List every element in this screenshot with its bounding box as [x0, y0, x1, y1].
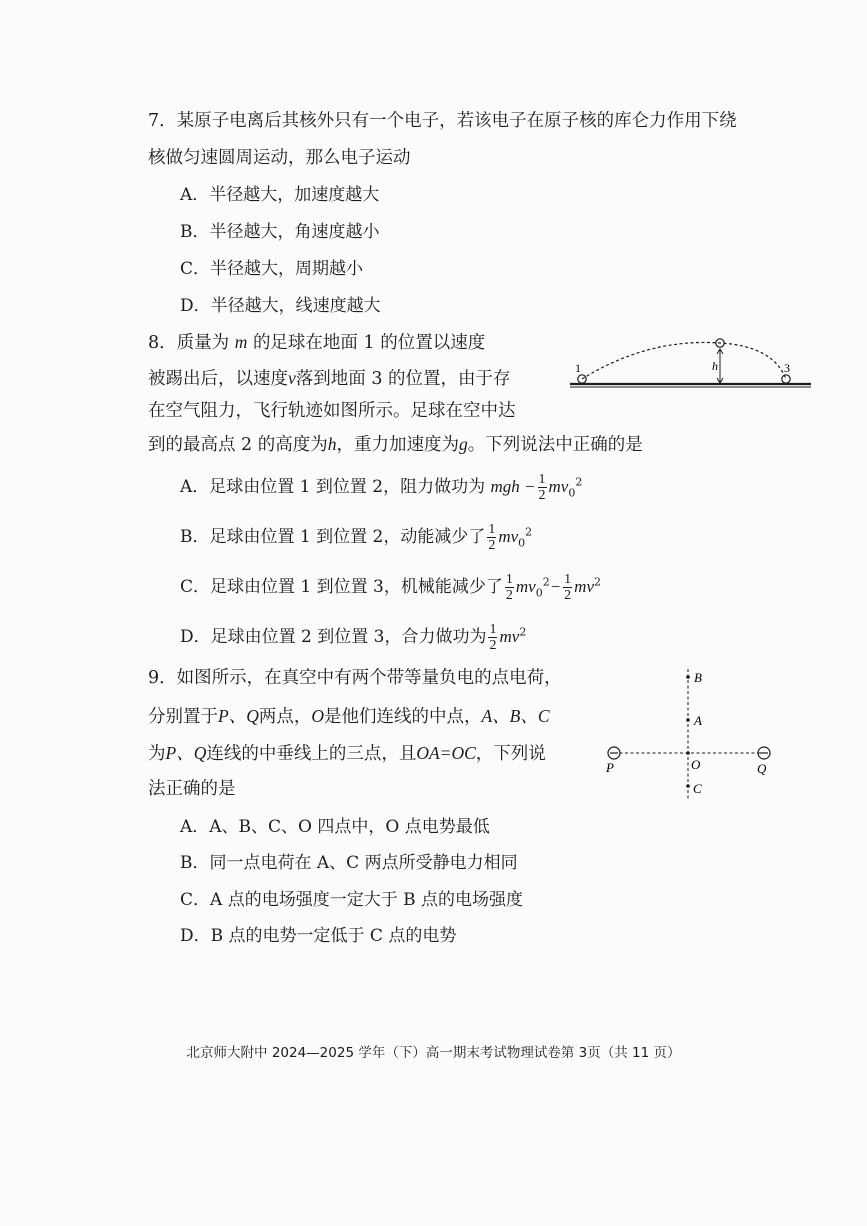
ball-position-3: [782, 375, 790, 383]
q9-stem-line1: 9．如图所示，在真空中有两个带等量负电的点电荷，: [148, 668, 562, 688]
q8-var-h: h: [327, 434, 337, 454]
q9-charges-figure: [598, 665, 788, 805]
fraction-numerator: 1: [488, 522, 496, 537]
trajectory-path: [582, 342, 786, 379]
label-position-3: 3: [784, 361, 790, 375]
q7-option-c: C．半径越大，周期越小: [180, 259, 364, 279]
page-footer: 北京师大附中 2024—2025 学年（下）高一期末考试物理试卷第 3页（共 11 页）: [186, 1045, 681, 1061]
q8-text: 8．质量为: [148, 333, 230, 353]
superscript-2: 2: [542, 575, 550, 589]
fraction-numerator: 1: [564, 572, 572, 587]
superscript-2: 2: [519, 625, 527, 639]
q8-option-a-text: A．足球由位置 1 到位置 2，阻力做功为: [180, 477, 486, 497]
subscript-0: 0: [535, 586, 543, 600]
fraction-numerator: 1: [538, 472, 546, 487]
fraction-numerator: 1: [505, 572, 513, 587]
label-q: Q: [757, 761, 767, 776]
math-mv: mv: [574, 577, 594, 596]
q8-var-m: m: [234, 332, 248, 352]
q8-option-a: [180, 472, 582, 503]
q8-text: 的足球在地面 1 的位置以速度: [252, 333, 486, 353]
q9-stem-line2: [148, 704, 550, 729]
q7-stem-line1: 7．某原子电离后其核外只有一个电子，若该电子在原子核的库仑力作用下绕: [148, 111, 737, 131]
q8-option-d: [180, 622, 526, 653]
q9-var-abc: A、B、C: [481, 706, 550, 726]
q7-option-d: D．半径越大，线速度越大: [180, 296, 381, 316]
q9-var-pq: P、Q: [218, 706, 259, 726]
q9-text: 分别置于: [148, 707, 218, 727]
q8-stem-line3: 在空气阻力，飞行轨迹如图所示。足球在空中达: [148, 401, 516, 421]
q8-option-b: [180, 522, 532, 553]
label-a: A: [694, 713, 702, 728]
fraction-denominator: 2: [538, 488, 546, 503]
fraction-half: [487, 522, 496, 553]
point-c: [686, 784, 690, 788]
q7-option-b: B．半径越大，角速度越小: [180, 222, 380, 242]
q8-stem-line4: [148, 432, 643, 457]
q7-option-a: A．半径越大，加速度越大: [180, 185, 380, 205]
fraction-half: [488, 622, 497, 653]
math-mv: mv: [498, 527, 519, 546]
q8-text: ，重力加速度为: [336, 435, 460, 455]
q9-option-d: D．B 点的电势一定低于 C 点的电势: [180, 926, 457, 946]
q9-text: 为: [148, 744, 166, 764]
q8-option-c: [180, 572, 601, 603]
fraction-half: [505, 572, 514, 603]
label-b: B: [694, 670, 702, 685]
q8-text: 被踢出后，以速度: [148, 369, 288, 389]
q9-text: 两点，: [258, 707, 312, 727]
fraction-denominator: 2: [488, 538, 496, 553]
q9-var-o: O: [311, 706, 324, 726]
fraction-numerator: 1: [489, 622, 497, 637]
point-o: [686, 751, 690, 755]
q9-text: 连线的中垂线上的三点，且: [206, 744, 417, 764]
q9-var-pq: P、Q: [165, 743, 207, 763]
label-height-h: h: [712, 359, 718, 373]
fraction-denominator: 2: [564, 588, 572, 603]
q8-option-b-text: B．足球由位置 1 到位置 2，动能减少了: [180, 527, 486, 547]
fraction-half: [563, 572, 572, 603]
q8-option-d-text: D．足球由位置 2 到位置 3，合力做功为: [180, 627, 487, 647]
q9-var-eq: OA=OC: [416, 743, 476, 763]
math-minus: −: [549, 577, 562, 596]
math-mv: mv: [499, 627, 520, 646]
fraction-denominator: 2: [489, 638, 497, 653]
q8-text: 到的最高点 2 的高度为: [148, 435, 328, 455]
point-a: [686, 718, 690, 722]
q9-option-c: C．A 点的电场强度一定大于 B 点的电场强度: [180, 890, 523, 910]
q9-text: 是他们连线的中点，: [323, 707, 482, 727]
label-c: C: [693, 781, 702, 796]
fraction-denominator: 2: [505, 588, 513, 603]
superscript-2: 2: [525, 525, 533, 539]
q8-option-c-text: C．足球由位置 1 到位置 3，机械能减少了: [180, 577, 503, 597]
q8-text: 。下列说法中正确的是: [467, 435, 643, 455]
math-mv: mv: [515, 577, 536, 596]
superscript-2: 2: [575, 475, 583, 489]
q9-option-a: A．A、B、C、O 四点中，O 点电势最低: [180, 817, 490, 837]
q8-var-g: g: [459, 434, 468, 454]
q9-text: ，下列说: [475, 744, 546, 764]
label-p: P: [606, 760, 614, 775]
fraction-half: [538, 472, 547, 503]
superscript-2: 2: [594, 575, 601, 589]
q8-option-a-expr: mgh −: [490, 477, 536, 496]
q7-stem-line2: 核做匀速圆周运动，那么电子运动: [148, 148, 411, 168]
math-mv: mv: [548, 477, 569, 496]
point-b: [686, 675, 690, 679]
q9-stem-line4: 法正确的是: [148, 779, 236, 799]
q8-text: 落到地面 3 的位置，由于存: [295, 369, 511, 389]
q9-option-b: B．同一点电荷在 A、C 两点所受静电力相同: [180, 853, 518, 873]
q9-stem-line3: [148, 741, 546, 766]
subscript-0: 0: [568, 486, 576, 500]
q8-stem-line2: [148, 366, 511, 391]
subscript-0: 0: [518, 536, 526, 550]
q8-stem-line1: [148, 330, 485, 355]
label-position-1: 1: [575, 361, 581, 375]
q8-var-v: v: [288, 368, 296, 388]
q8-trajectory-figure: [568, 330, 813, 392]
label-o: O: [691, 757, 701, 772]
